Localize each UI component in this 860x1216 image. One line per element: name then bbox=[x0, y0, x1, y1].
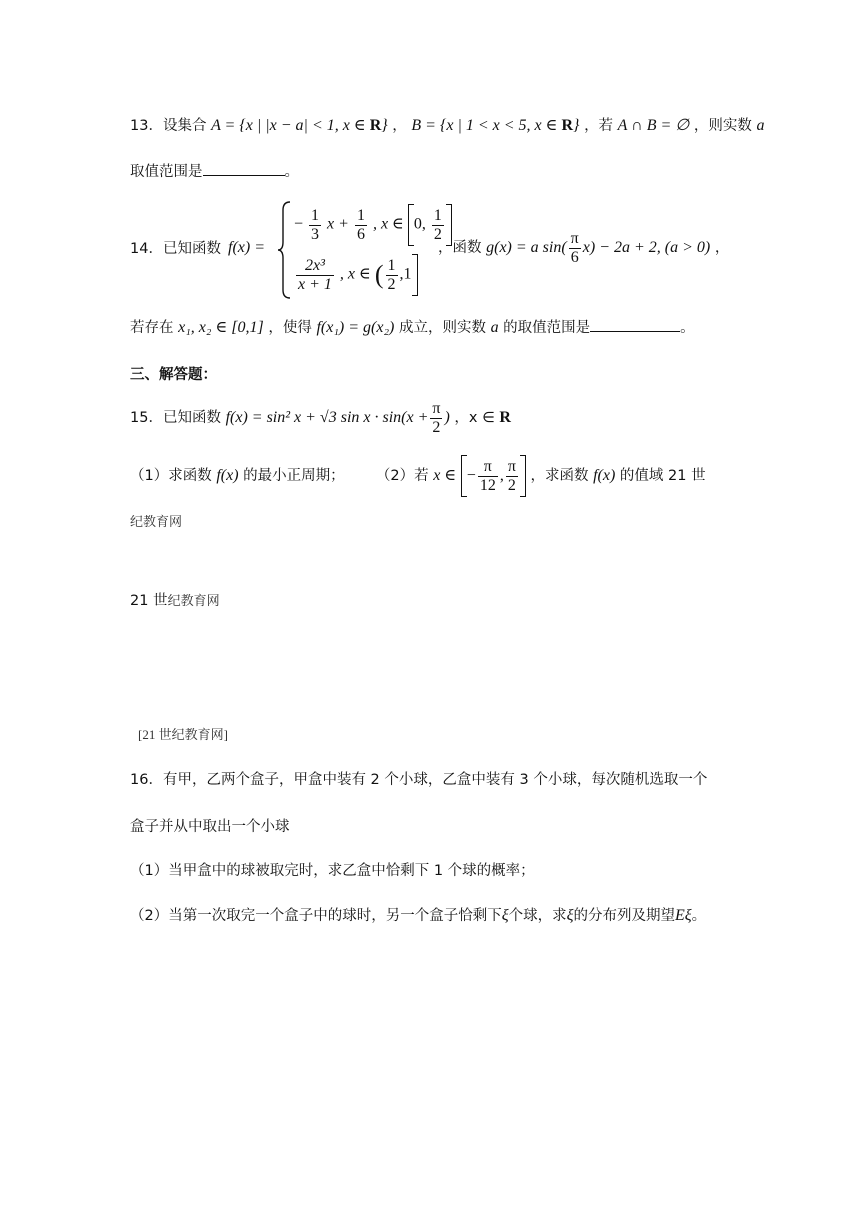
q14-line2-eq: f(x₁) = g(x₂) bbox=[316, 319, 395, 336]
q15-dom: ，x ∈ bbox=[454, 410, 500, 427]
q16-p2: （2）当第一次取完一个盒子中的球时，另一个盒子恰剩下ξ个球，求ξ的分布列及期望Eξ。 bbox=[130, 907, 707, 924]
q14-case2: $\frac{\text{2x³}}{x + 1}$ , x ∈ ( $\frac{1}{2}$ ,1 bbox=[294, 254, 418, 296]
q15-p2-end: 的值域 21 世 bbox=[619, 468, 706, 484]
q13-set-a: A = {x | |x − a| < 1, x ∈ R} bbox=[211, 117, 388, 134]
q14-g: ，函数 g(x) = a sin( $\frac{\pi}{6}$ x) − 2a + 2, (a > 0) ， bbox=[438, 230, 730, 266]
q14-f: f(x) = bbox=[228, 239, 265, 256]
q15-p2-x: x ∈ bbox=[433, 467, 457, 484]
q14-case2-int-frac: $\frac{1}{2}$ bbox=[387, 256, 396, 293]
q16-p1: （1）当甲盒中的球被取完时，求乙盒中恰剩下 1 个球的概率； bbox=[130, 863, 535, 879]
q13-sep: ， bbox=[392, 118, 407, 134]
q13-line2 bbox=[130, 165, 299, 180]
q14-brace-icon bbox=[278, 200, 292, 300]
q15-line2: （1）求函数 f(x) 的最小正周期； （2）若 x ∈ − $\frac{\pi}{12}$ , $\frac{\pi}{2}$ ，求函数 f(x) 的值域 21 世 bbox=[130, 455, 706, 497]
q14-line2-end: 。 bbox=[680, 320, 695, 336]
q15-p2: （2）若 bbox=[375, 468, 429, 484]
q15-frac: $\frac{\pi}{2}$ bbox=[432, 400, 441, 436]
q14-line2-c: 成立，则实数 bbox=[398, 320, 486, 336]
watermark-3: [21 世纪教育网] bbox=[138, 727, 228, 742]
q15-dom-r: R bbox=[499, 409, 511, 427]
q14-case1-frac-b: $\frac{1}{6}$ bbox=[356, 206, 365, 243]
q14-line2-vars: x₁, x₂ ∈ [0,1] bbox=[178, 319, 264, 336]
q14-line2-d: 的取值范围是 bbox=[503, 320, 591, 336]
q16-line2: 盒子并从中取出一个小球 bbox=[130, 819, 290, 835]
q14-line2-a: 若存在 bbox=[130, 320, 174, 336]
q15-close: ) bbox=[444, 409, 450, 427]
q13-var: a bbox=[756, 117, 765, 134]
q15-prefix: 15．已知函数 bbox=[130, 410, 221, 427]
q14-prefix: 14．已知函数 bbox=[130, 241, 221, 257]
q13-line1 bbox=[130, 118, 764, 134]
q13-set-b: B = {x | 1 < x < 5, x ∈ R} bbox=[411, 117, 580, 134]
q15-p2-frac2: $\frac{\pi}{2}$ bbox=[507, 457, 516, 494]
watermark-1: 纪教育网 bbox=[130, 515, 183, 530]
q15-line1 bbox=[130, 400, 511, 436]
q15-f: f(x) = sin² x + √3 sin x · sin(x + bbox=[225, 409, 429, 427]
q13-answer-blank bbox=[203, 174, 285, 176]
q14-answer-blank bbox=[590, 330, 680, 332]
q14-case1-frac-a: $\frac{1}{3}$ bbox=[311, 206, 320, 243]
q14-case1: − $\frac{1}{3}$ x + $\frac{1}{6}$ , x ∈ 0, $\frac{1}{2}$ bbox=[294, 204, 452, 246]
q15-p2-tail: ，求函数 bbox=[530, 468, 589, 484]
q14-g-frac: $\frac{\pi}{6}$ bbox=[570, 230, 579, 266]
q14-case2-frac: $\frac{\text{2x³}}{x + 1}$ bbox=[298, 256, 332, 293]
q13-cond: A ∩ B = ∅ bbox=[617, 117, 690, 134]
q13-end: 。 bbox=[284, 164, 299, 180]
q15-p1-f: f(x) bbox=[216, 467, 239, 484]
q14-line2 bbox=[130, 320, 695, 336]
q14-line2-b: ，使得 bbox=[268, 320, 312, 336]
q13-tail: ，则实数 bbox=[693, 118, 752, 134]
q14-case1-int-frac: $\frac{1}{2}$ bbox=[433, 206, 442, 243]
q15-p2-frac1: $\frac{\pi}{12}$ bbox=[479, 457, 496, 494]
q16-line1: 16．有甲，乙两个盒子，甲盒中装有 2 个小球，乙盒中装有 3 个小球，每次随机选取一个 bbox=[130, 772, 708, 788]
q13-mid: ，若 bbox=[584, 118, 614, 134]
q15-p1-tail: 的最小正周期； bbox=[243, 468, 345, 484]
section-heading: 三、解答题： bbox=[130, 367, 217, 383]
q14-line2-var: a bbox=[490, 319, 499, 336]
q13-prefix: 13．设集合 bbox=[130, 118, 207, 134]
watermark-2: 21 世纪教育网 bbox=[130, 593, 220, 609]
q15-p2-f: f(x) bbox=[593, 467, 616, 484]
q15-p1: （1）求函数 bbox=[130, 468, 212, 484]
q13-line2-text: 取值范围是 bbox=[130, 164, 203, 180]
